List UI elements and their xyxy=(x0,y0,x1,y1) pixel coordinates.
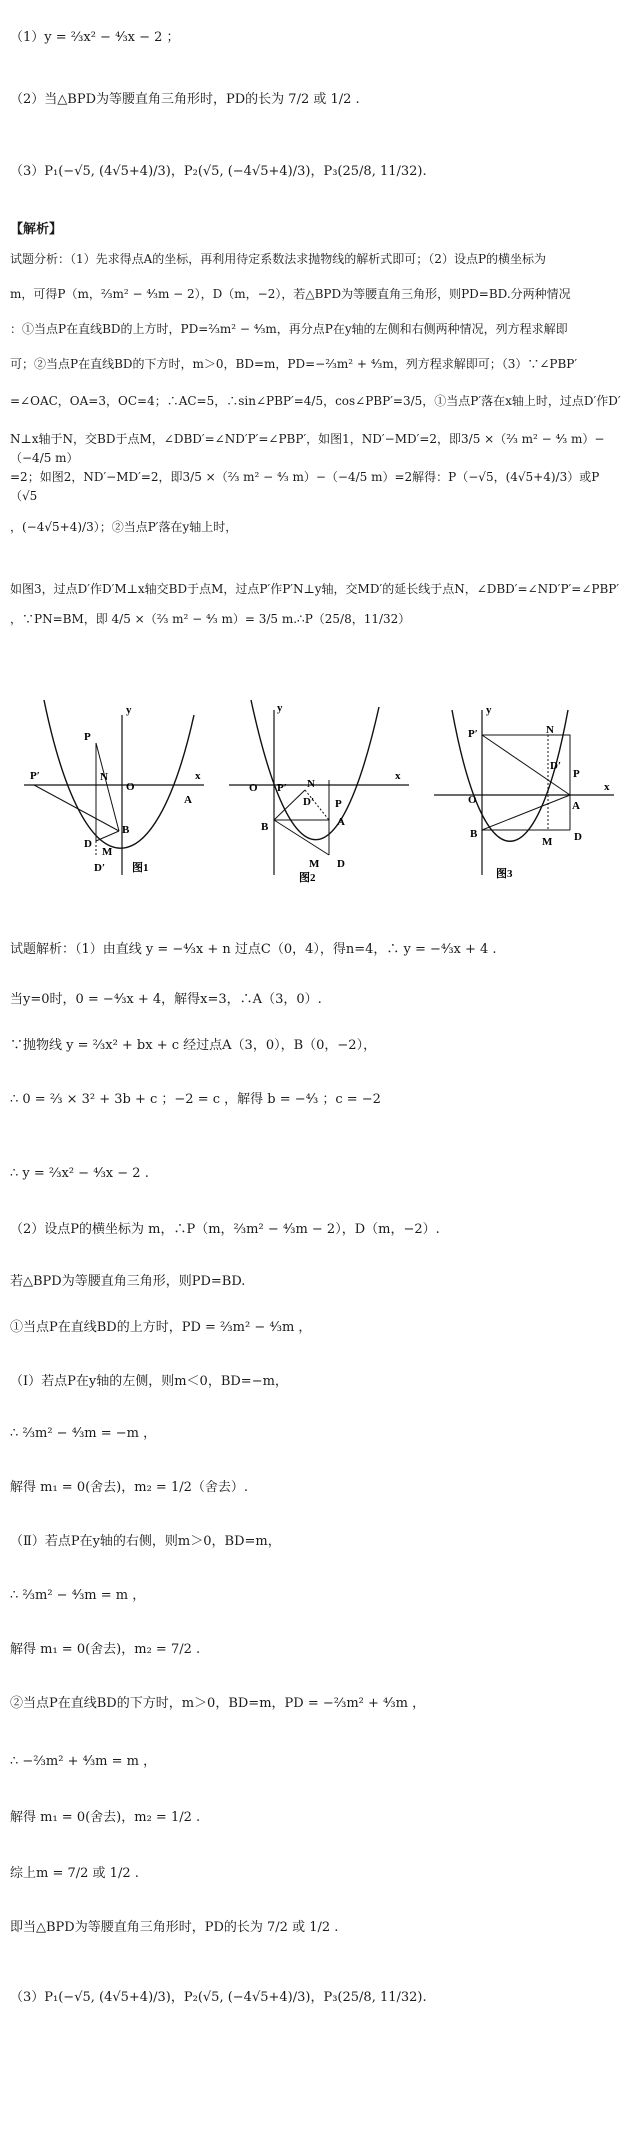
fig1-label-x: x xyxy=(195,770,201,782)
solution-line-6: （2）设点P的横坐标为 m，∴P（m，⅔m² − ⁴⁄₃m − 2），D（m，−2）. xyxy=(10,1222,440,1237)
figure-2 xyxy=(219,695,409,885)
fig2-label-x: x xyxy=(395,770,401,782)
solution-line-9: （Ⅰ）若点P在y轴的左侧，则m＜0，BD=−m， xyxy=(10,1374,288,1389)
fig2-label-y: y xyxy=(277,702,283,714)
fig2-label-o: O xyxy=(249,782,258,794)
solution-line-19: 即当△BPD为等腰直角三角形时，PD的长为 7/2 或 1/2 . xyxy=(10,1920,339,1935)
fig1-label-a: A xyxy=(184,794,192,806)
fig1-label-d: D xyxy=(84,838,92,850)
solution-line-4: ∴ 0 = ⅔ × 3² + 3b + c ；−2 = c ，解得 b = −⁴⁄₃ ；c = −2 xyxy=(10,1092,381,1107)
fig3-label-p: P xyxy=(573,768,580,780)
solution-line-12: （Ⅱ）若点P在y轴的右侧，则m＞0，BD=m， xyxy=(10,1534,281,1549)
fig3-label-n: N xyxy=(546,724,554,736)
fig3-label-d: D xyxy=(574,831,582,843)
solution-line-10: ∴ ⅔m² − ⁴⁄₃m = −m ， xyxy=(10,1426,157,1441)
fig3-label-o: O xyxy=(468,794,477,806)
solution-line-20: （3）P₁(−√5, (4√5+4)/3)，P₂(√5, (−4√5+4)/3)，P₃(25/8, 11/32). xyxy=(10,1990,427,2005)
fig1-label-m: M xyxy=(102,846,113,858)
solution-line-18: 综上m = 7/2 或 1/2 . xyxy=(10,1866,139,1881)
solution-line-3: ∵抛物线 y = ⅔x² + bx + c 经过点A（3，0），B（0，−2）， xyxy=(10,1038,377,1053)
fig3-label-d-prime: D′ xyxy=(550,760,562,772)
fig1-label-p: P xyxy=(84,731,91,743)
fig1-label-y: y xyxy=(126,704,132,716)
fig2-label-m: M xyxy=(309,858,320,870)
fig1-label-o: O xyxy=(126,781,135,793)
answer-part3: （3）P₁(−√5, (4√5+4)/3)，P₂(√5, (−4√5+4)/3)，P₃(25/8, 11/32). xyxy=(10,164,427,179)
analysis-line-10: ，∵PN=BM，即 4/5 ×（⅔ m² − ⁴⁄₃ m）= 3/5 m.∴P（25/8，11/32） xyxy=(10,612,411,626)
solution-line-7: 若△BPD为等腰直角三角形，则PD=BD. xyxy=(10,1274,246,1289)
analysis-heading: 【解析】 xyxy=(10,222,63,237)
analysis-line-2: m，可得P（m，⅔m² − ⁴⁄₃m − 2），D（m，−2），若△BPD为等腰直角三角形，则PD=BD.分两种情况 xyxy=(10,287,571,301)
analysis-line-9: 如图3，过点D′作D′M⊥x轴交BD于点M，过点P′作P′N⊥y轴，交MD′的延长线于点N，∠DBD′=∠ND′P′=∠PBP′ xyxy=(10,582,620,596)
solution-line-14: 解得 m₁ = 0(舍去)，m₂ = 7/2 . xyxy=(10,1642,201,1657)
fig3-caption: 图3 xyxy=(496,868,513,880)
solution-line-2: 当y=0时，0 = −⁴⁄₃x + 4，解得x=3，∴A（3，0）. xyxy=(10,992,322,1007)
figure-1 xyxy=(14,695,204,885)
fig2-label-p: P xyxy=(335,798,342,810)
figure-3 xyxy=(424,695,614,885)
fig2-label-a: A xyxy=(337,816,345,828)
analysis-line-1: 试题分析：（1）先求得点A的坐标，再利用待定系数法求抛物线的解析式即可；（2）设点P的横坐标为 xyxy=(10,252,547,266)
solution-line-11: 解得 m₁ = 0(舍去)，m₂ = 1/2（舍去）. xyxy=(10,1480,248,1495)
analysis-line-4: 可；②当点P在直线BD的下方时，m＞0，BD=m，PD=−⅔m² + ⁴⁄₃m，列方程求解即可；（3）∵∠PBP′ xyxy=(10,357,578,371)
fig2-label-p-prime: P′ xyxy=(277,782,287,794)
analysis-line-8: ，(−4√5+4)/3）；②当点P′落在y轴上时， xyxy=(10,520,238,534)
fig3-label-p-prime: P′ xyxy=(468,728,478,740)
fig2-label-n: N xyxy=(307,778,315,790)
fig2-caption: 图2 xyxy=(299,872,316,884)
solution-line-5: ∴ y = ⅔x² − ⁴⁄₃x − 2 . xyxy=(10,1166,149,1181)
fig1-caption: 图1 xyxy=(132,862,149,874)
fig1-label-n: N xyxy=(100,771,108,783)
fig3-label-y: y xyxy=(486,704,492,716)
fig1-label-d-prime: D′ xyxy=(94,862,106,874)
analysis-line-3: ：①当点P在直线BD的上方时，PD=⅔m² − ⁴⁄₃m，再分点P在y轴的左侧和右侧两种情况，列方程求解即 xyxy=(10,322,568,336)
answer-part2: （2）当△BPD为等腰直角三角形时，PD的长为 7/2 或 1/2 . xyxy=(10,92,360,107)
figures-row xyxy=(14,695,614,885)
solution-line-17: 解得 m₁ = 0(舍去)，m₂ = 1/2 . xyxy=(10,1810,201,1825)
analysis-line-7: =2；如图2，ND′−MD′=2，即3/5 ×（⅔ m² − ⁴⁄₃ m）−（−4/5 m）=2解得：P（−√5，(4√5+4)/3）或P（√5 xyxy=(10,470,600,503)
analysis-line-6: N⊥x轴于N，交BD于点M，∠DBD′=∠ND′P′=∠PBP′，如图1，ND′−MD′=2，即3/5 ×（⅔ m² − ⁴⁄₃ m）−（−4/5 m） xyxy=(10,432,605,465)
fig3-label-a: A xyxy=(572,800,580,812)
fig2-label-d: D xyxy=(337,858,345,870)
answer-part1: （1）y = ⅔x² − ⁴⁄₃x − 2 ； xyxy=(10,30,180,45)
solution-line-15: ②当点P在直线BD的下方时，m＞0，BD=m，PD = −⅔m² + ⁴⁄₃m ， xyxy=(10,1696,426,1711)
fig2-label-d-prime: D′ xyxy=(303,796,315,808)
fig2-label-b: B xyxy=(261,821,269,833)
solution-line-1: 试题解析：（1）由直线 y = −⁴⁄₃x + n 过点C（0，4），得n=4，∴ y = −⁴⁄₃x + 4 . xyxy=(10,942,497,957)
solution-line-13: ∴ ⅔m² − ⁴⁄₃m = m ， xyxy=(10,1588,146,1603)
fig3-label-b: B xyxy=(470,828,478,840)
fig3-label-m: M xyxy=(542,836,553,848)
analysis-line-5: =∠OAC，OA=3，OC=4；∴AC=5，∴sin∠PBP′=4/5，cos∠PBP′=3/5，①当点P′落在x轴上时，过点D′作D′ xyxy=(10,394,621,408)
solution-line-8: ①当点P在直线BD的上方时，PD = ⅔m² − ⁴⁄₃m ， xyxy=(10,1320,312,1335)
fig1-label-p-prime: P′ xyxy=(30,770,40,782)
fig1-label-b: B xyxy=(122,824,130,836)
fig3-label-x: x xyxy=(604,781,610,793)
solution-line-16: ∴ −⅔m² + ⁴⁄₃m = m ， xyxy=(10,1754,157,1769)
